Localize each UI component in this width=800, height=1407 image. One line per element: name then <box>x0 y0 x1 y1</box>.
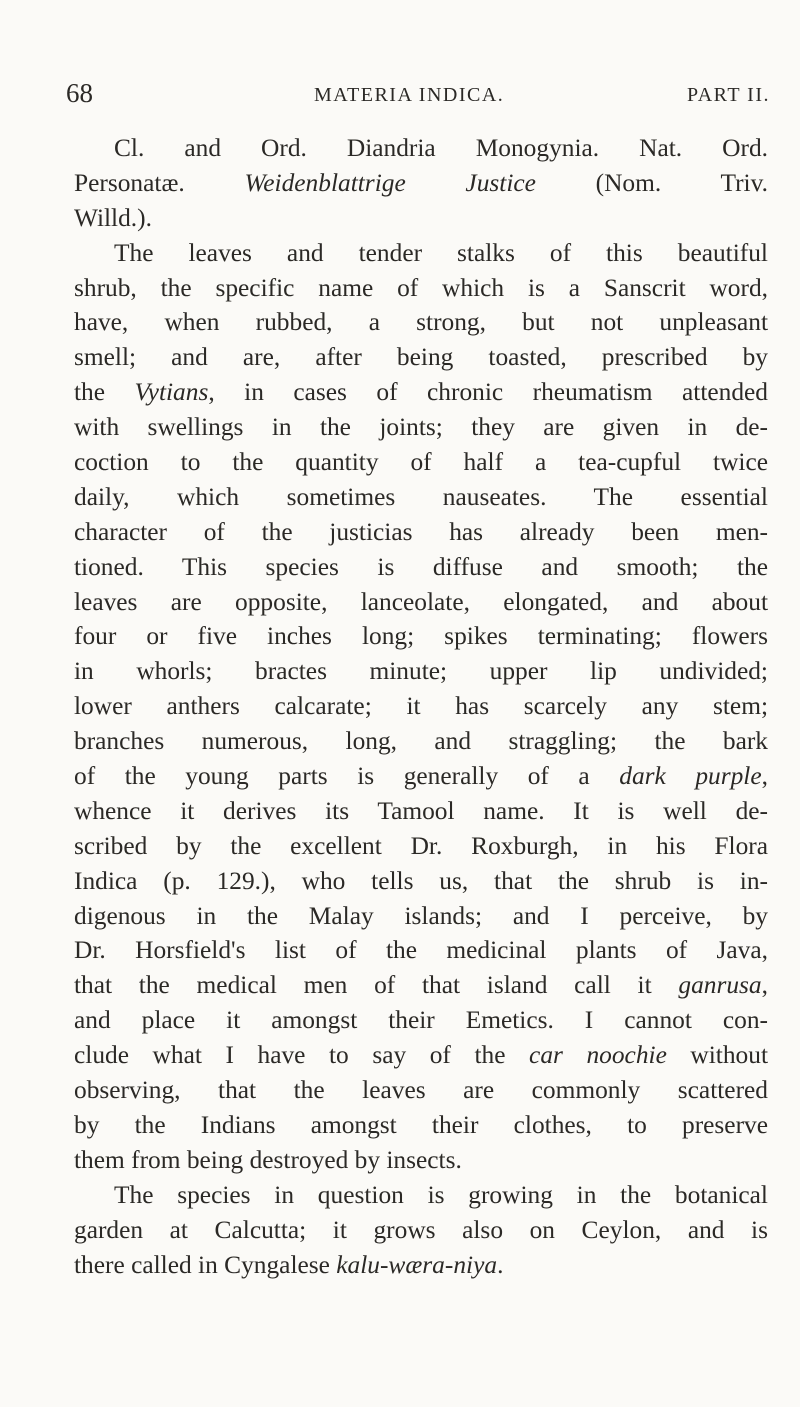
text-line: clude what I have to say of the car noochie without <box>74 1041 768 1070</box>
text-line: leaves are opposite, lanceolate, elongated, and about <box>74 587 768 616</box>
text-line: daily, which sometimes nauseates. The essential <box>74 482 768 511</box>
text-line: the Vytians, in cases of chronic rheumatism attended <box>74 378 768 407</box>
text-line: Personatæ. Weidenblattrige Justice (Nom. Triv. <box>74 168 768 197</box>
text-line: observing, that the leaves are commonly scattered <box>74 1076 768 1105</box>
running-head: MATERIA INDICA. <box>314 84 505 106</box>
text-line: Indica (p. 129.), who tells us, that the shrub is in- <box>74 866 768 895</box>
text-line: have, when rubbed, a strong, but not unpleasant <box>74 308 768 337</box>
text-line: Cl. and Ord. Diandria Monogynia. Nat. Ord. <box>114 134 768 162</box>
text-line: whence it derives its Tamool name. It is well de- <box>74 796 768 825</box>
page-number: 68 <box>66 78 93 108</box>
text-line: there called in Cyngalese kalu-wæra-niya. <box>74 1250 504 1279</box>
text-line: of the young parts is generally of a dark purple, <box>74 762 768 791</box>
text-line: digenous in the Malay islands; and I perceive, by <box>74 901 768 930</box>
text-line: that the medical men of that island call it ganrusa, <box>74 971 768 1000</box>
body-text <box>74 131 768 1282</box>
text-line: four or five inches long; spikes terminating; flowers <box>74 622 768 651</box>
text-line: Dr. Horsfield's list of the medicinal plants of Java, <box>74 936 768 965</box>
text-line: The species in question is growing in the botanical <box>114 1180 768 1209</box>
text-line: shrub, the specific name of which is a Sanscrit word, <box>74 273 768 302</box>
text-line: with swellings in the joints; they are given in de- <box>74 413 768 442</box>
text-line: coction to the quantity of half a tea-cupful twice <box>74 448 768 477</box>
part-label: PART II. <box>686 84 770 106</box>
text-line: and place it amongst their Emetics. I cannot con- <box>74 1006 768 1035</box>
text-line: The leaves and tender stalks of this beautiful <box>114 238 768 267</box>
text-line: tioned. This species is diffuse and smooth; the <box>74 552 768 581</box>
text-line: in whorls; bractes minute; upper lip undivided; <box>74 657 768 686</box>
text-line: garden at Calcutta; it grows also on Ceylon, and is <box>74 1215 768 1244</box>
text-line: by the Indians amongst their clothes, to preserve <box>74 1110 768 1139</box>
text-line: lower anthers calcarate; it has scarcely any stem; <box>74 692 768 721</box>
text-line: them from being destroyed by insects. <box>74 1145 462 1174</box>
text-line: scribed by the excellent Dr. Roxburgh, in his Flora <box>74 831 768 860</box>
text-line: character of the justicias has already been men- <box>74 517 768 546</box>
page-header <box>66 78 770 112</box>
text-line: Willd.). <box>74 203 152 232</box>
text-line: smell; and are, after being toasted, prescribed by <box>74 343 768 372</box>
text-line: branches numerous, long, and straggling; the bark <box>74 727 768 756</box>
